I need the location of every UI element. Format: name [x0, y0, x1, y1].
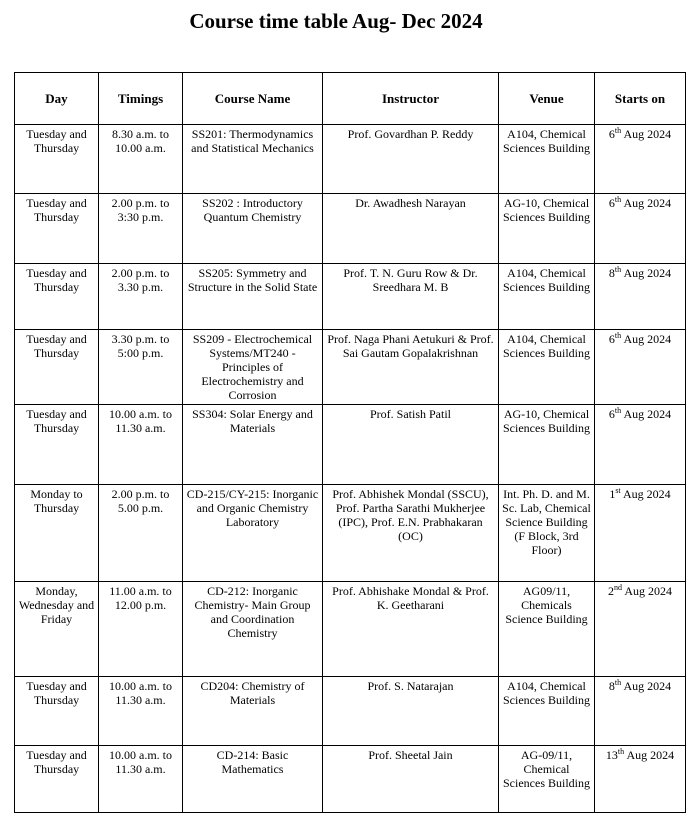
cell-timings: 10.00 a.m. to 11.30 a.m. — [99, 405, 183, 485]
start-ordinal-suffix: th — [614, 678, 622, 687]
cell-course-name: SS304: Solar Energy and Materials — [183, 405, 323, 485]
start-month-year: Aug 2024 — [621, 679, 672, 693]
cell-venue: AG09/11, Chemicals Science Building — [499, 582, 595, 677]
column-header-day: Day — [15, 73, 99, 125]
cell-venue: A104, Chemical Sciences Building — [499, 264, 595, 330]
cell-course-name: CD204: Chemistry of Materials — [183, 677, 323, 746]
cell-starts-on — [595, 677, 686, 746]
cell-instructor: Prof. T. N. Guru Row & Dr. Sreedhara M. B — [323, 264, 499, 330]
column-header-venue: Venue — [499, 73, 595, 125]
column-header-course-name: Course Name — [183, 73, 323, 125]
cell-venue: A104, Chemical Sciences Building — [499, 677, 595, 746]
start-month-year: Aug 2024 — [621, 584, 672, 598]
start-day: 6 — [608, 196, 615, 210]
cell-course-name: CD-214: Basic Mathematics — [183, 746, 323, 813]
cell-timings: 2.00 p.m. to 5.00 p.m. — [99, 485, 183, 582]
cell-day: Tuesday and Thursday — [15, 405, 99, 485]
cell-day: Tuesday and Thursday — [15, 125, 99, 194]
cell-starts-on — [595, 582, 686, 677]
start-month-year: Aug 2024 — [624, 748, 675, 762]
cell-instructor: Prof. Naga Phani Aetukuri & Prof. Sai Gautam Gopalakrishnan — [323, 330, 499, 405]
column-header-timings: Timings — [99, 73, 183, 125]
cell-day: Tuesday and Thursday — [15, 264, 99, 330]
start-month-year: Aug 2024 — [621, 332, 672, 346]
cell-course-name: SS209 - Electrochemical Systems/MT240 - Principles of Electrochemistry and Corrosion — [183, 330, 323, 405]
cell-instructor: Prof. Abhishake Mondal & Prof. K. Geetharani — [323, 582, 499, 677]
table-row — [15, 582, 686, 677]
start-month-year: Aug 2024 — [620, 487, 671, 501]
start-day: 6 — [608, 332, 615, 346]
start-month-year: Aug 2024 — [621, 196, 672, 210]
cell-venue: Int. Ph. D. and M. Sc. Lab, Chemical Science Building (F Block, 3rd Floor) — [499, 485, 595, 582]
start-ordinal-suffix: th — [614, 331, 622, 340]
column-header-starts-on: Starts on — [595, 73, 686, 125]
start-ordinal-suffix: th — [614, 265, 622, 274]
start-ordinal-suffix: th — [614, 406, 622, 415]
start-day: 6 — [608, 127, 615, 141]
cell-starts-on — [595, 125, 686, 194]
cell-instructor: Prof. Satish Patil — [323, 405, 499, 485]
cell-starts-on — [595, 194, 686, 264]
cell-venue: AG-09/11, Chemical Sciences Building — [499, 746, 595, 813]
page-title: Course time table Aug- Dec 2024 — [189, 9, 483, 33]
start-ordinal-suffix: th — [614, 195, 622, 204]
cell-timings: 2.00 p.m. to 3:30 p.m. — [99, 194, 183, 264]
cell-course-name: SS201: Thermodynamics and Statistical Mechanics — [183, 125, 323, 194]
table-row — [15, 330, 686, 405]
start-month-year: Aug 2024 — [621, 127, 672, 141]
cell-instructor: Prof. Abhishek Mondal (SSCU), Prof. Partha Sarathi Mukherjee (IPC), Prof. E.N. Prabhakaran (OC) — [323, 485, 499, 582]
table-row — [15, 405, 686, 485]
table-row — [15, 264, 686, 330]
cell-timings: 8.30 a.m. to 10.00 a.m. — [99, 125, 183, 194]
cell-timings: 10.00 a.m. to 11.30 a.m. — [99, 677, 183, 746]
cell-course-name: SS202 : Introductory Quantum Chemistry — [183, 194, 323, 264]
table-row — [15, 125, 686, 194]
cell-day: Tuesday and Thursday — [15, 746, 99, 813]
cell-timings: 10.00 a.m. to 11.30 a.m. — [99, 746, 183, 813]
cell-starts-on — [595, 264, 686, 330]
timetable — [14, 72, 686, 813]
cell-venue: AG-10, Chemical Sciences Building — [499, 194, 595, 264]
start-month-year: Aug 2024 — [621, 407, 672, 421]
table-row — [15, 485, 686, 582]
start-day: 6 — [608, 407, 615, 421]
cell-timings: 2.00 p.m. to 3.30 p.m. — [99, 264, 183, 330]
start-day: 1 — [609, 487, 616, 501]
cell-course-name: CD-215/CY-215: Inorganic and Organic Chemistry Laboratory — [183, 485, 323, 582]
start-ordinal-suffix: st — [615, 486, 621, 495]
cell-course-name: SS205: Symmetry and Structure in the Solid State — [183, 264, 323, 330]
start-ordinal-suffix: th — [614, 126, 622, 135]
cell-instructor: Prof. Sheetal Jain — [323, 746, 499, 813]
table-row — [15, 677, 686, 746]
cell-day: Tuesday and Thursday — [15, 330, 99, 405]
cell-venue: A104, Chemical Sciences Building — [499, 330, 595, 405]
cell-starts-on — [595, 330, 686, 405]
cell-starts-on — [595, 485, 686, 582]
cell-day: Tuesday and Thursday — [15, 677, 99, 746]
start-day: 8 — [608, 679, 615, 693]
cell-course-name: CD-212: Inorganic Chemistry- Main Group and Coordination Chemistry — [183, 582, 323, 677]
cell-day: Tuesday and Thursday — [15, 194, 99, 264]
cell-day: Monday to Thursday — [15, 485, 99, 582]
cell-instructor: Prof. S. Natarajan — [323, 677, 499, 746]
cell-instructor: Dr. Awadhesh Narayan — [323, 194, 499, 264]
table-row — [15, 194, 686, 264]
cell-starts-on — [595, 405, 686, 485]
table-row — [15, 746, 686, 813]
cell-starts-on — [595, 746, 686, 813]
cell-timings: 3.30 p.m. to 5:00 p.m. — [99, 330, 183, 405]
cell-venue: A104, Chemical Sciences Building — [499, 125, 595, 194]
start-day: 2 — [607, 584, 614, 598]
start-ordinal-suffix: th — [617, 747, 625, 756]
start-day: 13 — [605, 748, 618, 762]
cell-venue: AG-10, Chemical Sciences Building — [499, 405, 595, 485]
cell-instructor: Prof. Govardhan P. Reddy — [323, 125, 499, 194]
start-day: 8 — [608, 266, 615, 280]
header-row — [15, 73, 686, 125]
cell-day: Monday, Wednesday and Friday — [15, 582, 99, 677]
start-month-year: Aug 2024 — [621, 266, 672, 280]
column-header-instructor: Instructor — [323, 73, 499, 125]
start-ordinal-suffix: nd — [613, 583, 622, 592]
cell-timings: 11.00 a.m. to 12.00 p.m. — [99, 582, 183, 677]
